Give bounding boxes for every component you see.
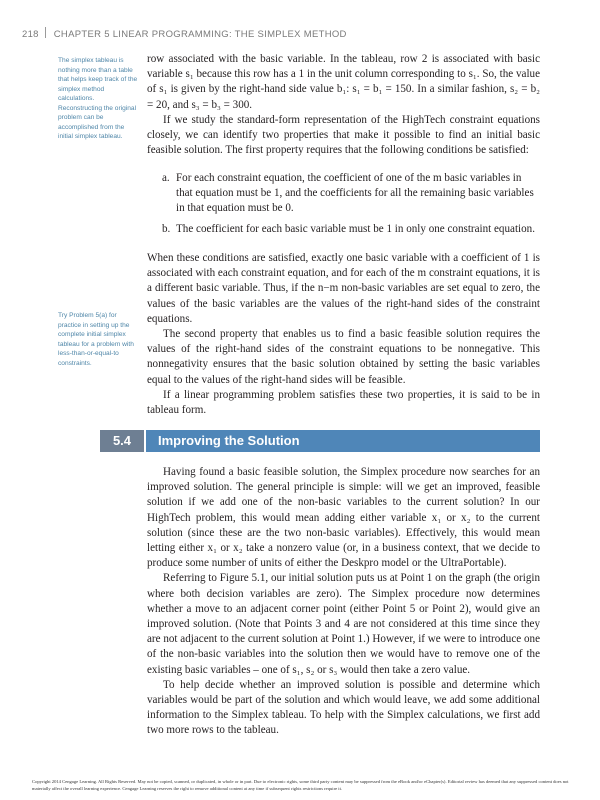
- paragraph: Having found a basic feasible solution, the Simplex procedure now searches for an improved solution. The general principle is simple: will we get an improved, feasible solution if we add one of the non-basic variables to the current solution? In our HighTech problem, this would mean adding either variable x₁ or x₂ to the current solution (since these are the two non-basic variables). Effectively, this would mean letting either x₁ or x₂ take a nonzero value (or, in a business context, that we decide to produce some number of units of either the Deskpro model or the UltraPortable).: [147, 466, 540, 570]
- running-header: [22, 27, 347, 40]
- list-item-text: For each constraint equation, the coefficient of one of the m basic variables in that equation must be 1, and the coefficients for all the remaining basic variables in that equation must be 0.: [176, 172, 534, 215]
- section-heading: [100, 430, 540, 452]
- body-text-top: [147, 52, 540, 158]
- paragraph: The second property that enables us to find a basic feasible solution requires the values of the right-hand sides of the constraint equations to be nonnegative. This nonnegativity ensures that the basic solution obtained by setting the basic variables equal to the values of the right-hand sides will be feasible.: [147, 328, 540, 386]
- body-text-bottom: [147, 465, 540, 739]
- paragraph: If a linear programming problem satisfies these two properties, it is said to be in tableau form.: [147, 388, 540, 417]
- section-number: 5.4: [100, 430, 144, 452]
- section-title: Improving the Solution: [144, 430, 540, 452]
- paragraph: Referring to Figure 5.1, our initial solution puts us at Point 1 on the graph (the origin where both decision variables are zero). The Simplex procedure now determines whether a move to an adjacent corner point (either Point 5 or Point 2), would give an improved solution. (Note that Points 3 and 4 are not considered at this time since they are not adjacent to the current solution at Point 1.) However, if we were to introduce one of the non-basic variables into the solution then we would have to remove one of the existing basic variables – one of s₁, s₂ or s₃ would then take a zero value.: [147, 572, 540, 676]
- list-item-text: The coefficient for each basic variable must be 1 in only one constraint equation.: [176, 222, 535, 235]
- paragraph: row associated with the basic variable. In the tableau, row 2 is associated with basic variable s₁ because this row has a 1 in the unit column corresponding to s₁. So, the value of s₁ is given by the right-hand side value b₁: s₁ = b₁ = 150. In a similar fashion, s₂ = b₂ = 20, and s₃ = b₃ = 300.: [147, 53, 540, 111]
- conditions-list: [162, 171, 540, 242]
- paragraph: To help decide whether an improved solution is possible and determine which variables would be part of the solution and which would leave, we add some additional information to the Simplex tableau. To help with the Simplex calculations, we first add two more rows to the tableau.: [147, 678, 540, 737]
- list-item: [162, 222, 540, 237]
- list-item: [162, 171, 540, 217]
- page-number: 218: [22, 29, 39, 40]
- paragraph: If we study the standard-form representation of the HighTech constraint equations closely, we can identify two properties that make it possible to find an initial basic feasible solution. The first property requires that the following conditions be satisfied:: [147, 113, 540, 157]
- list-item-label: a.: [162, 172, 170, 184]
- margin-note-try-problem: Try Problem 5(a) for practice in setting up the complete initial simplex tableau for a problem with less-than-or-equal-to constraints.: [58, 312, 134, 367]
- body-text-middle: [147, 251, 540, 418]
- copyright-footer: Copyright 2014 Cengage Learning. All Rights Reserved. May not be copied, scanned, or duplicated, in whole or in part. Due to electronic rights, some third party content may be suppressed from the eBook and/or eChapter(s). Editorial review has deemed that any suppressed content does not materially affect the overall learning experience. Cengage Learning reserves the right to remove additional content at any time if subsequent rights restrictions require it.: [32, 779, 569, 791]
- list-item-label: b.: [162, 222, 171, 235]
- margin-note-tableau: The simplex tableau is nothing more than a table that helps keep track of the simplex method calculations. Reconstructing the original problem can be accomplished from the initial simplex tableau.: [58, 57, 138, 140]
- chapter-title: CHAPTER 5 LINEAR PROGRAMMING: THE SIMPLEX METHOD: [53, 29, 347, 40]
- header-divider: [45, 27, 46, 38]
- paragraph: When these conditions are satisfied, exactly one basic variable with a coefficient of 1 is associated with each constraint equation, and for each of the m constraint equations, it is a different basic variable. Thus, if the n−m non-basic variables are set equal to zero, the values of the basic variables are the values of the right-hand sides of the constraint equations.: [147, 252, 540, 325]
